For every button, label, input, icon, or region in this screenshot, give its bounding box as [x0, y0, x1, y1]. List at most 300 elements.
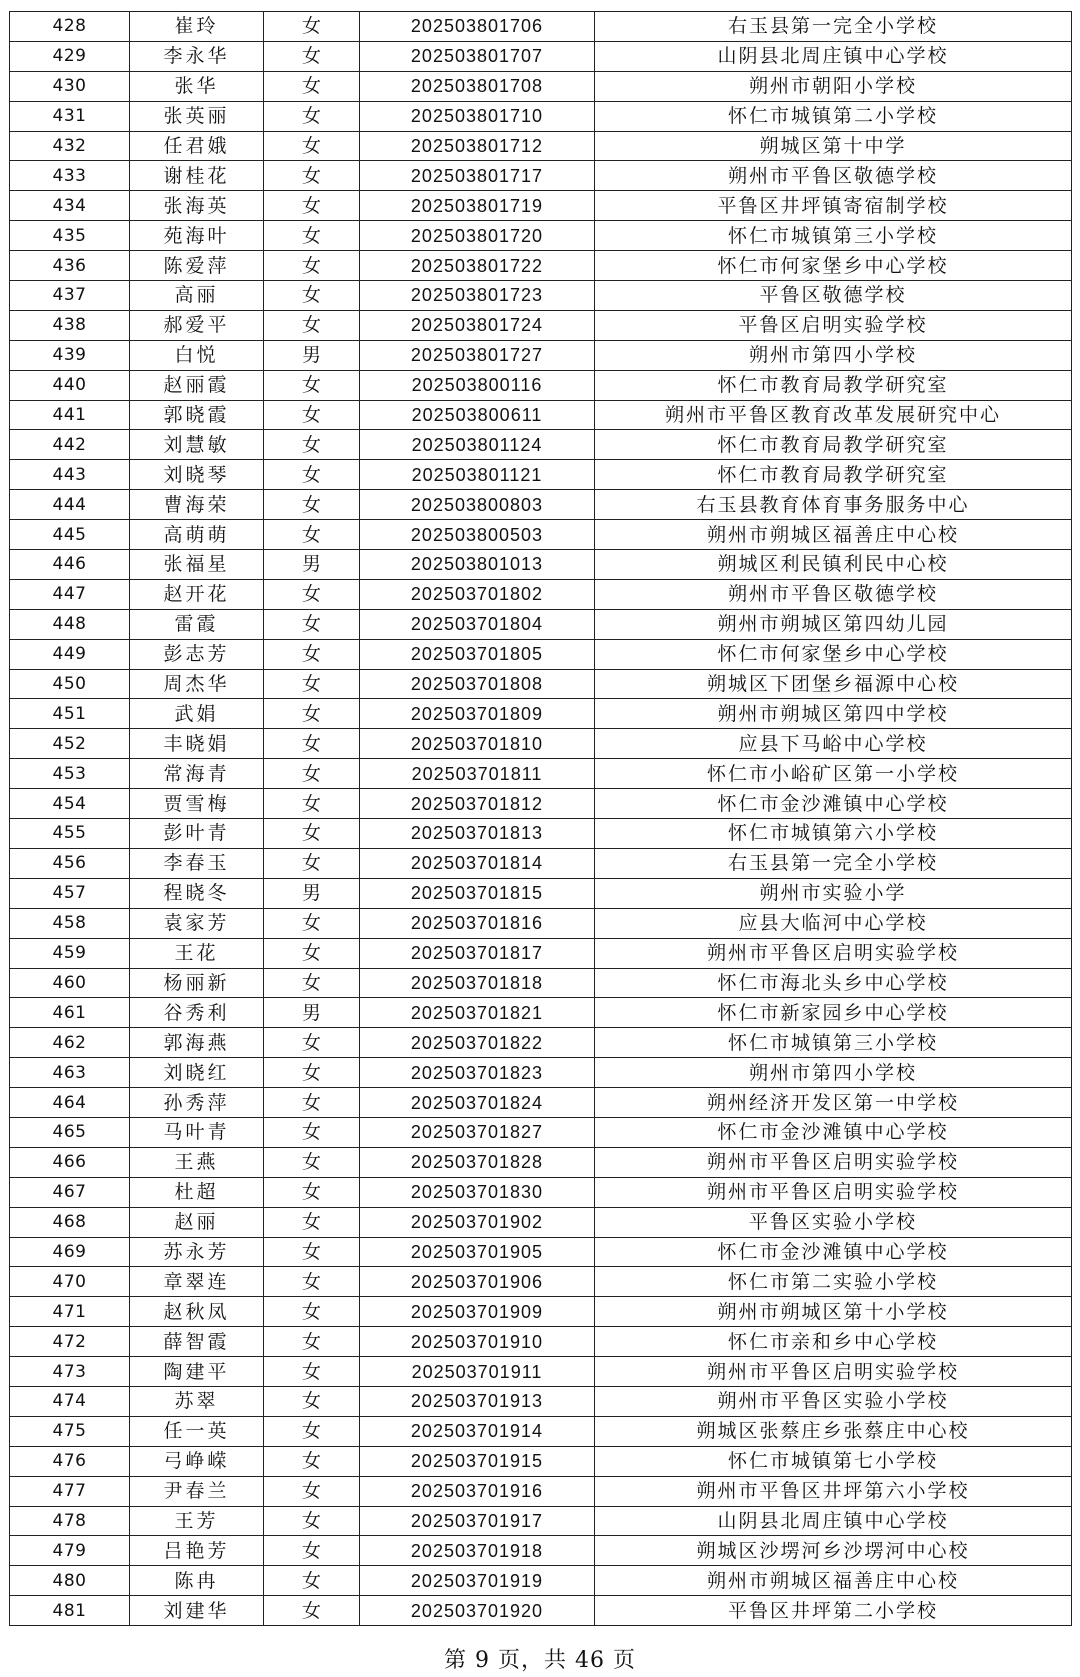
- id-number-cell: 202503701905: [360, 1237, 595, 1267]
- row-number-cell: 477: [10, 1476, 130, 1506]
- organization-cell: 怀仁市金沙滩镇中心学校: [595, 1117, 1072, 1147]
- gender-cell: 男: [264, 998, 360, 1028]
- id-number-cell: 202503801121: [360, 460, 595, 490]
- name-cell: 曹海荣: [130, 490, 264, 520]
- organization-cell: 朔州市实验小学: [595, 878, 1072, 908]
- gender-cell: 女: [264, 1267, 360, 1297]
- gender-cell: 女: [264, 1357, 360, 1387]
- row-number-cell: 461: [10, 998, 130, 1028]
- id-number-cell: 202503701812: [360, 789, 595, 819]
- organization-cell: 应县大临河中心学校: [595, 908, 1072, 938]
- organization-cell: 朔州市朔城区第四幼儿园: [595, 609, 1072, 639]
- name-cell: 武娟: [130, 699, 264, 729]
- gender-cell: 女: [264, 789, 360, 819]
- gender-cell: 女: [264, 101, 360, 131]
- name-cell: 薛智霞: [130, 1327, 264, 1357]
- id-number-cell: 202503801708: [360, 71, 595, 101]
- organization-cell: 右玉县教育体育事务服务中心: [595, 490, 1072, 520]
- row-number-cell: 430: [10, 71, 130, 101]
- id-number-cell: 202503701815: [360, 878, 595, 908]
- id-number-cell: 202503701915: [360, 1446, 595, 1476]
- name-cell: 弓峥嵘: [130, 1446, 264, 1476]
- id-number-cell: 202503701813: [360, 819, 595, 849]
- row-number-cell: 475: [10, 1416, 130, 1446]
- table-row: [10, 938, 1072, 968]
- row-number-cell: 452: [10, 729, 130, 759]
- row-number-cell: 433: [10, 161, 130, 191]
- row-number-cell: 454: [10, 789, 130, 819]
- table-row: [10, 460, 1072, 490]
- row-number-cell: 435: [10, 221, 130, 251]
- row-number-cell: 442: [10, 430, 130, 460]
- name-cell: 苏翠: [130, 1386, 264, 1416]
- table-row: [10, 1566, 1072, 1596]
- roster-table-body: [10, 12, 1072, 1626]
- table-row: [10, 1177, 1072, 1207]
- table-row: [10, 1117, 1072, 1147]
- gender-cell: 女: [264, 699, 360, 729]
- table-row: [10, 639, 1072, 669]
- name-cell: 李春玉: [130, 848, 264, 878]
- gender-cell: 女: [264, 41, 360, 71]
- id-number-cell: 202503801720: [360, 221, 595, 251]
- id-number-cell: 202503701828: [360, 1147, 595, 1177]
- name-cell: 赵秋凤: [130, 1297, 264, 1327]
- table-row: [10, 1357, 1072, 1387]
- gender-cell: 女: [264, 281, 360, 311]
- gender-cell: 女: [264, 819, 360, 849]
- id-number-cell: 202503701917: [360, 1506, 595, 1536]
- row-number-cell: 459: [10, 938, 130, 968]
- gender-cell: 女: [264, 1536, 360, 1566]
- gender-cell: 女: [264, 579, 360, 609]
- organization-cell: 怀仁市金沙滩镇中心学校: [595, 1237, 1072, 1267]
- name-cell: 孙秀萍: [130, 1088, 264, 1118]
- row-number-cell: 428: [10, 12, 130, 42]
- organization-cell: 朔州市第四小学校: [595, 1058, 1072, 1088]
- name-cell: 高丽: [130, 281, 264, 311]
- table-row: [10, 221, 1072, 251]
- gender-cell: 女: [264, 490, 360, 520]
- name-cell: 谢桂花: [130, 161, 264, 191]
- table-row: [10, 789, 1072, 819]
- id-number-cell: 202503701906: [360, 1267, 595, 1297]
- organization-cell: 朔州市平鲁区敬德学校: [595, 579, 1072, 609]
- id-number-cell: 202503701827: [360, 1117, 595, 1147]
- organization-cell: 朔州市第四小学校: [595, 340, 1072, 370]
- id-number-cell: 202503801717: [360, 161, 595, 191]
- name-cell: 张英丽: [130, 101, 264, 131]
- row-number-cell: 481: [10, 1596, 130, 1626]
- table-row: [10, 340, 1072, 370]
- table-row: [10, 968, 1072, 998]
- name-cell: 赵丽: [130, 1207, 264, 1237]
- gender-cell: 女: [264, 669, 360, 699]
- row-number-cell: 432: [10, 131, 130, 161]
- name-cell: 彭叶青: [130, 819, 264, 849]
- id-number-cell: 202503701823: [360, 1058, 595, 1088]
- gender-cell: 女: [264, 460, 360, 490]
- id-number-cell: 202503701910: [360, 1327, 595, 1357]
- gender-cell: 女: [264, 191, 360, 221]
- table-row: [10, 1028, 1072, 1058]
- organization-cell: 朔州市朔城区福善庄中心校: [595, 520, 1072, 550]
- id-number-cell: 202503701809: [360, 699, 595, 729]
- row-number-cell: 470: [10, 1267, 130, 1297]
- id-number-cell: 202503701830: [360, 1177, 595, 1207]
- gender-cell: 女: [264, 729, 360, 759]
- organization-cell: 怀仁市何家堡乡中心学校: [595, 251, 1072, 281]
- gender-cell: 女: [264, 1596, 360, 1626]
- gender-cell: 女: [264, 1506, 360, 1536]
- id-number-cell: 202503701909: [360, 1297, 595, 1327]
- gender-cell: 女: [264, 1416, 360, 1446]
- organization-cell: 平鲁区实验小学校: [595, 1207, 1072, 1237]
- name-cell: 袁家芳: [130, 908, 264, 938]
- table-row: [10, 1536, 1072, 1566]
- id-number-cell: 202503701810: [360, 729, 595, 759]
- row-number-cell: 431: [10, 101, 130, 131]
- organization-cell: 右玉县第一完全小学校: [595, 848, 1072, 878]
- id-number-cell: 202503701821: [360, 998, 595, 1028]
- table-row: [10, 908, 1072, 938]
- table-row: [10, 400, 1072, 430]
- gender-cell: 女: [264, 1446, 360, 1476]
- gender-cell: 女: [264, 1386, 360, 1416]
- row-number-cell: 448: [10, 609, 130, 639]
- gender-cell: 女: [264, 1237, 360, 1267]
- organization-cell: 怀仁市城镇第七小学校: [595, 1446, 1072, 1476]
- page-number-footer: 第 9 页，共 46 页: [444, 1648, 636, 1673]
- organization-cell: 山阴县北周庄镇中心学校: [595, 41, 1072, 71]
- organization-cell: 朔州市平鲁区教育改革发展研究中心: [595, 400, 1072, 430]
- name-cell: 刘建华: [130, 1596, 264, 1626]
- name-cell: 刘晓琴: [130, 460, 264, 490]
- table-row: [10, 310, 1072, 340]
- table-row: [10, 370, 1072, 400]
- id-number-cell: 202503701918: [360, 1536, 595, 1566]
- table-row: [10, 1207, 1072, 1237]
- name-cell: 谷秀利: [130, 998, 264, 1028]
- row-number-cell: 467: [10, 1177, 130, 1207]
- id-number-cell: 202503701911: [360, 1357, 595, 1387]
- gender-cell: 女: [264, 639, 360, 669]
- gender-cell: 女: [264, 12, 360, 42]
- organization-cell: 怀仁市教育局教学研究室: [595, 460, 1072, 490]
- gender-cell: 女: [264, 310, 360, 340]
- gender-cell: 女: [264, 1117, 360, 1147]
- row-number-cell: 469: [10, 1237, 130, 1267]
- organization-cell: 朔州市平鲁区启明实验学校: [595, 1147, 1072, 1177]
- table-row: [10, 251, 1072, 281]
- organization-cell: 朔州市朔城区第十小学校: [595, 1297, 1072, 1327]
- gender-cell: 女: [264, 520, 360, 550]
- organization-cell: 朔城区下团堡乡福源中心校: [595, 669, 1072, 699]
- name-cell: 崔玲: [130, 12, 264, 42]
- organization-cell: 平鲁区井坪第二小学校: [595, 1596, 1072, 1626]
- row-number-cell: 460: [10, 968, 130, 998]
- id-number-cell: 202503701916: [360, 1476, 595, 1506]
- name-cell: 苑海叶: [130, 221, 264, 251]
- name-cell: 周杰华: [130, 669, 264, 699]
- table-row: [10, 12, 1072, 42]
- table-row: [10, 609, 1072, 639]
- organization-cell: 怀仁市何家堡乡中心学校: [595, 639, 1072, 669]
- organization-cell: 怀仁市城镇第六小学校: [595, 819, 1072, 849]
- organization-cell: 朔城区第十中学: [595, 131, 1072, 161]
- table-row: [10, 1596, 1072, 1626]
- gender-cell: 女: [264, 759, 360, 789]
- table-row: [10, 759, 1072, 789]
- id-number-cell: 202503801707: [360, 41, 595, 71]
- gender-cell: 女: [264, 1147, 360, 1177]
- name-cell: 李永华: [130, 41, 264, 71]
- name-cell: 郭海燕: [130, 1028, 264, 1058]
- name-cell: 常海青: [130, 759, 264, 789]
- row-number-cell: 479: [10, 1536, 130, 1566]
- table-row: [10, 1297, 1072, 1327]
- row-number-cell: 468: [10, 1207, 130, 1237]
- row-number-cell: 472: [10, 1327, 130, 1357]
- gender-cell: 女: [264, 1207, 360, 1237]
- row-number-cell: 429: [10, 41, 130, 71]
- row-number-cell: 441: [10, 400, 130, 430]
- organization-cell: 怀仁市小峪矿区第一小学校: [595, 759, 1072, 789]
- id-number-cell: 202503701804: [360, 609, 595, 639]
- table-row: [10, 1327, 1072, 1357]
- gender-cell: 女: [264, 1058, 360, 1088]
- id-number-cell: 202503701902: [360, 1207, 595, 1237]
- id-number-cell: 202503701814: [360, 848, 595, 878]
- table-row: [10, 1476, 1072, 1506]
- table-row: [10, 131, 1072, 161]
- organization-cell: 朔州市平鲁区敬德学校: [595, 161, 1072, 191]
- gender-cell: 女: [264, 370, 360, 400]
- id-number-cell: 202503800803: [360, 490, 595, 520]
- id-number-cell: 202503701920: [360, 1596, 595, 1626]
- table-row: [10, 71, 1072, 101]
- name-cell: 程晓冬: [130, 878, 264, 908]
- name-cell: 章翠连: [130, 1267, 264, 1297]
- id-number-cell: 202503701805: [360, 639, 595, 669]
- gender-cell: 女: [264, 1476, 360, 1506]
- table-row: [10, 1416, 1072, 1446]
- organization-cell: 应县下马峪中心学校: [595, 729, 1072, 759]
- name-cell: 刘晓红: [130, 1058, 264, 1088]
- roster-table: [9, 11, 1072, 1626]
- organization-cell: 怀仁市城镇第三小学校: [595, 221, 1072, 251]
- table-row: [10, 1058, 1072, 1088]
- name-cell: 王花: [130, 938, 264, 968]
- organization-cell: 朔州市平鲁区启明实验学校: [595, 1357, 1072, 1387]
- row-number-cell: 471: [10, 1297, 130, 1327]
- id-number-cell: 202503701808: [360, 669, 595, 699]
- organization-cell: 怀仁市海北头乡中心学校: [595, 968, 1072, 998]
- row-number-cell: 462: [10, 1028, 130, 1058]
- id-number-cell: 202503801712: [360, 131, 595, 161]
- gender-cell: 男: [264, 878, 360, 908]
- organization-cell: 怀仁市教育局教学研究室: [595, 430, 1072, 460]
- row-number-cell: 455: [10, 819, 130, 849]
- row-number-cell: 464: [10, 1088, 130, 1118]
- table-row: [10, 1267, 1072, 1297]
- name-cell: 吕艳芳: [130, 1536, 264, 1566]
- gender-cell: 女: [264, 251, 360, 281]
- table-row: [10, 848, 1072, 878]
- table-row: [10, 579, 1072, 609]
- name-cell: 尹春兰: [130, 1476, 264, 1506]
- gender-cell: 女: [264, 71, 360, 101]
- name-cell: 白悦: [130, 340, 264, 370]
- gender-cell: 女: [264, 430, 360, 460]
- organization-cell: 怀仁市金沙滩镇中心学校: [595, 789, 1072, 819]
- table-row: [10, 1446, 1072, 1476]
- gender-cell: 女: [264, 1088, 360, 1118]
- gender-cell: 女: [264, 1327, 360, 1357]
- id-number-cell: 202503800611: [360, 400, 595, 430]
- table-row: [10, 161, 1072, 191]
- organization-cell: 朔州市朔城区第四中学校: [595, 699, 1072, 729]
- row-number-cell: 466: [10, 1147, 130, 1177]
- id-number-cell: 202503701913: [360, 1386, 595, 1416]
- id-number-cell: 202503801723: [360, 281, 595, 311]
- organization-cell: 朔州市平鲁区启明实验学校: [595, 1177, 1072, 1207]
- organization-cell: 怀仁市第二实验小学校: [595, 1267, 1072, 1297]
- name-cell: 刘慧敏: [130, 430, 264, 460]
- row-number-cell: 456: [10, 848, 130, 878]
- organization-cell: 朔城区沙塄河乡沙塄河中心校: [595, 1536, 1072, 1566]
- id-number-cell: 202503701822: [360, 1028, 595, 1058]
- name-cell: 郝爱平: [130, 310, 264, 340]
- id-number-cell: 202503701914: [360, 1416, 595, 1446]
- row-number-cell: 465: [10, 1117, 130, 1147]
- id-number-cell: 202503701802: [360, 579, 595, 609]
- id-number-cell: 202503801013: [360, 550, 595, 580]
- row-number-cell: 476: [10, 1446, 130, 1476]
- name-cell: 彭志芳: [130, 639, 264, 669]
- id-number-cell: 202503801706: [360, 12, 595, 42]
- row-number-cell: 478: [10, 1506, 130, 1536]
- id-number-cell: 202503801719: [360, 191, 595, 221]
- row-number-cell: 443: [10, 460, 130, 490]
- id-number-cell: 202503801724: [360, 310, 595, 340]
- row-number-cell: 453: [10, 759, 130, 789]
- table-row: [10, 998, 1072, 1028]
- organization-cell: 朔州经济开发区第一中学校: [595, 1088, 1072, 1118]
- table-row: [10, 1506, 1072, 1536]
- organization-cell: 平鲁区敬德学校: [595, 281, 1072, 311]
- organization-cell: 平鲁区井坪镇寄宿制学校: [595, 191, 1072, 221]
- gender-cell: 女: [264, 400, 360, 430]
- name-cell: 陈冉: [130, 1566, 264, 1596]
- gender-cell: 女: [264, 1177, 360, 1207]
- name-cell: 赵丽霞: [130, 370, 264, 400]
- row-number-cell: 444: [10, 490, 130, 520]
- row-number-cell: 458: [10, 908, 130, 938]
- organization-cell: 朔州市平鲁区实验小学校: [595, 1386, 1072, 1416]
- organization-cell: 朔州市平鲁区井坪第六小学校: [595, 1476, 1072, 1506]
- id-number-cell: 202503701824: [360, 1088, 595, 1118]
- id-number-cell: 202503801710: [360, 101, 595, 131]
- id-number-cell: 202503701919: [360, 1566, 595, 1596]
- row-number-cell: 450: [10, 669, 130, 699]
- id-number-cell: 202503800503: [360, 520, 595, 550]
- table-row: [10, 281, 1072, 311]
- row-number-cell: 449: [10, 639, 130, 669]
- name-cell: 张福星: [130, 550, 264, 580]
- table-row: [10, 101, 1072, 131]
- table-row: [10, 878, 1072, 908]
- gender-cell: 男: [264, 340, 360, 370]
- row-number-cell: 447: [10, 579, 130, 609]
- name-cell: 任君娥: [130, 131, 264, 161]
- row-number-cell: 437: [10, 281, 130, 311]
- row-number-cell: 480: [10, 1566, 130, 1596]
- table-row: [10, 191, 1072, 221]
- gender-cell: 女: [264, 848, 360, 878]
- table-row: [10, 1147, 1072, 1177]
- organization-cell: 怀仁市城镇第二小学校: [595, 101, 1072, 131]
- id-number-cell: 202503701817: [360, 938, 595, 968]
- gender-cell: 女: [264, 908, 360, 938]
- table-row: [10, 430, 1072, 460]
- row-number-cell: 434: [10, 191, 130, 221]
- table-row: [10, 41, 1072, 71]
- table-row: [10, 699, 1072, 729]
- row-number-cell: 440: [10, 370, 130, 400]
- gender-cell: 男: [264, 550, 360, 580]
- name-cell: 陈爱萍: [130, 251, 264, 281]
- table-row: [10, 1237, 1072, 1267]
- row-number-cell: 451: [10, 699, 130, 729]
- table-row: [10, 669, 1072, 699]
- name-cell: 丰晓娟: [130, 729, 264, 759]
- organization-cell: 朔州市平鲁区启明实验学校: [595, 938, 1072, 968]
- name-cell: 马叶青: [130, 1117, 264, 1147]
- row-number-cell: 445: [10, 520, 130, 550]
- id-number-cell: 202503800116: [360, 370, 595, 400]
- gender-cell: 女: [264, 131, 360, 161]
- id-number-cell: 202503701816: [360, 908, 595, 938]
- table-row: [10, 819, 1072, 849]
- organization-cell: 朔州市朝阳小学校: [595, 71, 1072, 101]
- row-number-cell: 438: [10, 310, 130, 340]
- id-number-cell: 202503701811: [360, 759, 595, 789]
- organization-cell: 平鲁区启明实验学校: [595, 310, 1072, 340]
- name-cell: 赵开花: [130, 579, 264, 609]
- id-number-cell: 202503801722: [360, 251, 595, 281]
- organization-cell: 怀仁市新家园乡中心学校: [595, 998, 1072, 1028]
- gender-cell: 女: [264, 161, 360, 191]
- organization-cell: 山阴县北周庄镇中心学校: [595, 1506, 1072, 1536]
- table-row: [10, 1088, 1072, 1118]
- table-row: [10, 1386, 1072, 1416]
- gender-cell: 女: [264, 938, 360, 968]
- gender-cell: 女: [264, 1566, 360, 1596]
- name-cell: 杨丽新: [130, 968, 264, 998]
- organization-cell: 怀仁市教育局教学研究室: [595, 370, 1072, 400]
- organization-cell: 朔州市朔城区福善庄中心校: [595, 1566, 1072, 1596]
- name-cell: 高萌萌: [130, 520, 264, 550]
- gender-cell: 女: [264, 221, 360, 251]
- table-row: [10, 520, 1072, 550]
- name-cell: 雷霞: [130, 609, 264, 639]
- name-cell: 张华: [130, 71, 264, 101]
- table-row: [10, 729, 1072, 759]
- organization-cell: 右玉县第一完全小学校: [595, 12, 1072, 42]
- gender-cell: 女: [264, 1028, 360, 1058]
- name-cell: 王芳: [130, 1506, 264, 1536]
